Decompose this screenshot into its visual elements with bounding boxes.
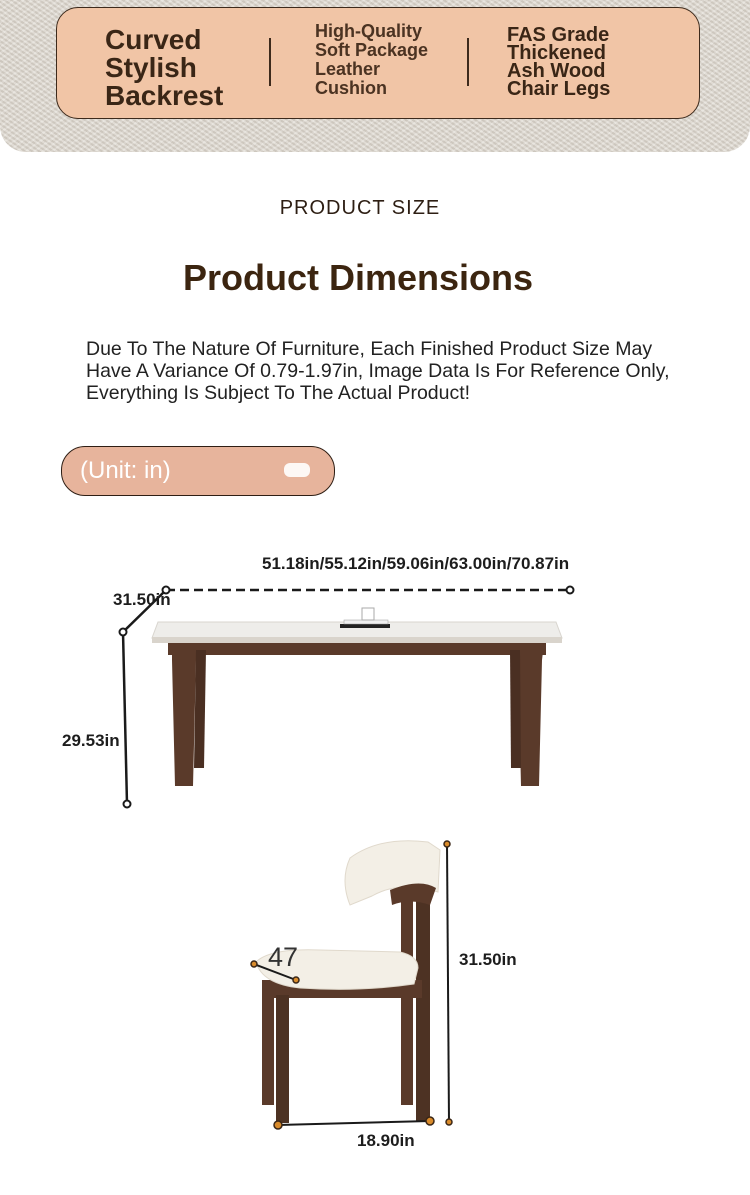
feature-legs: FAS Grade Thickened Ash Wood Chair Legs	[507, 24, 611, 100]
dining-chair-illustration	[256, 841, 440, 1123]
chair-width-label: 18.90in	[357, 1131, 415, 1150]
table-width-label: 31.50in	[113, 590, 171, 609]
section-eyebrow: PRODUCT SIZE	[279, 197, 441, 219]
chair-seat-label: 47	[268, 942, 299, 972]
feature-leather: High-Quality Soft Package Leather Cushion	[315, 21, 429, 98]
feature-backrest: Curved Stylish Backrest	[105, 24, 224, 111]
dining-table-illustration	[152, 608, 562, 786]
chair-height-label: 31.50in	[459, 950, 517, 969]
table-height-label: 29.53in	[62, 731, 120, 750]
size-disclaimer: Due To The Nature Of Furniture, Each Finished Product Size May Have A Variance Of 0.79-1.97in, Image Data Is For Reference Only, Everything Is Subject To The Actual Product!	[86, 338, 670, 404]
table-length-label: 51.18in/55.12in/59.06in/63.00in/70.87in	[262, 554, 570, 573]
unit-label: (Unit: in)	[80, 457, 171, 484]
page-title: Product Dimensions	[182, 257, 534, 298]
